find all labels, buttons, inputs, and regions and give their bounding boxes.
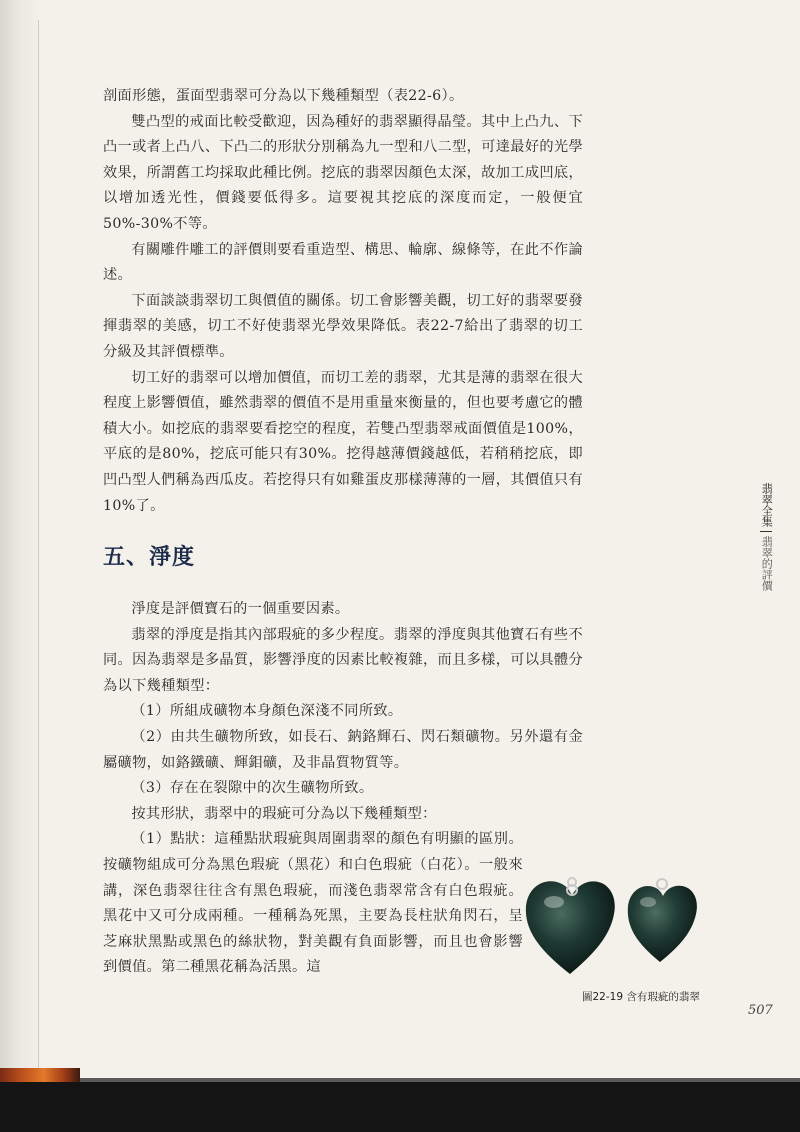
paragraph-8: （1）所組成礦物本身顏色深淺不同所致。 [131, 703, 403, 720]
section-heading: 五、淨度 [103, 545, 196, 570]
running-header-rule [760, 531, 772, 532]
paragraph-12: （1）點狀：這種點狀瑕疵與周圍翡翠的顏色有明顯的區別。按礦物組成可分為黑色瑕疵（黑花）和白色瑕疵（白花）。一般來講，深色翡翠往往含有黑色瑕疵，而淺色翡翠常含有白色瑕疵。黑花中又可分成兩種。一種稱為死黑，主要為長柱狀角閃石，呈芝麻狀黑點或黑色的絲狀物，對美觀有負面影響，而且也會影響到價值。第二種黑花稱為活黑。這 [103, 831, 523, 976]
paragraph-1: 剖面形態，蛋面型翡翠可分為以下幾種類型（表22-6）。 [103, 88, 464, 104]
page-gutter-shadow [0, 0, 42, 1080]
book-binding-bar [0, 1082, 800, 1132]
figure-caption: 圖22-19 含有瑕疵的翡翠 [582, 991, 700, 1003]
paragraph-7: 翡翠的淨度是指其內部瑕疵的多少程度。翡翠的淨度與其他寶石有些不同。因為翡翠是多晶質，影響淨度的因素比較複雜，而且多樣，可以具體分為以下幾種類型： [103, 626, 583, 694]
jade-heart-large-highlight [544, 896, 564, 908]
paragraph-11: 按其形狀，翡翠中的瑕疵可分為以下幾種類型： [131, 805, 437, 822]
jade-heart-small [628, 886, 697, 962]
page-gutter-line [38, 20, 39, 1080]
jade-heart-small-highlight [640, 897, 656, 907]
paragraph-3: 有關雕件雕工的評價則要看重造型、構思、輪廓、線條等，在此不作論述。 [103, 241, 583, 284]
running-header [756, 483, 776, 591]
jade-heart-small-bail [657, 879, 667, 889]
jade-hearts-image [520, 862, 710, 982]
paragraph-4: 下面談談翡翠切工與價值的關係。切工會影響美觀，切工好的翡翠要發揮翡翠的美感，切工不好使翡翠光學效果降低。表22-7給出了翡翠的切工分級及其評價標準。 [103, 292, 583, 360]
bottom-text-block [103, 597, 583, 981]
page-number: 507 [748, 1003, 773, 1018]
paragraph-2: 雙凸型的戒面比較受歡迎，因為種好的翡翠顯得晶瑩。其中上凸九、下凸一或者上凸八、下凸二的形狀分別稱為九一型和八二型，可達最好的光學效果，所謂舊工均採取此種比例。挖底的翡翠因顏色太深，故加工成凹底，以增加透光性，價錢要低得多。這要視其挖底的深度而定，一般便宜50%-30%不等。 [103, 113, 583, 232]
paragraph-6: 淨度是評價寶石的一個重要因素。 [131, 601, 350, 617]
book-title: 翡翠全集 [760, 483, 774, 527]
chapter-title: 翡翠的評價 [760, 536, 774, 591]
paragraph-5: 切工好的翡翠可以增加價值，而切工差的翡翠，尤其是薄的翡翠在很大程度上影響價值，雖然翡翠的價值不是用重量來衡量的，但也要考慮它的體積大小。如挖底的翡翠要看挖空的程度，若雙凸型翡翠戒面價值是100%，平底的是80%，挖底可能只有30%。挖得越薄價錢越低，若稍稍挖底，即凹凸型人們稱為西瓜皮。若挖得只有如雞蛋皮那樣薄薄的一層，其價值只有10%了。 [103, 369, 583, 514]
paragraph-9: （2）由共生礦物所致，如長石、鈉鉻輝石、閃石類礦物。另外還有金屬礦物，如鉻鐵礦、輝鉬礦，及非晶質物質等。 [103, 728, 583, 771]
jade-figure [520, 862, 710, 982]
top-text-block [103, 84, 583, 519]
paragraph-10: （3）存在在裂隙中的次生礦物所致。 [131, 780, 374, 797]
